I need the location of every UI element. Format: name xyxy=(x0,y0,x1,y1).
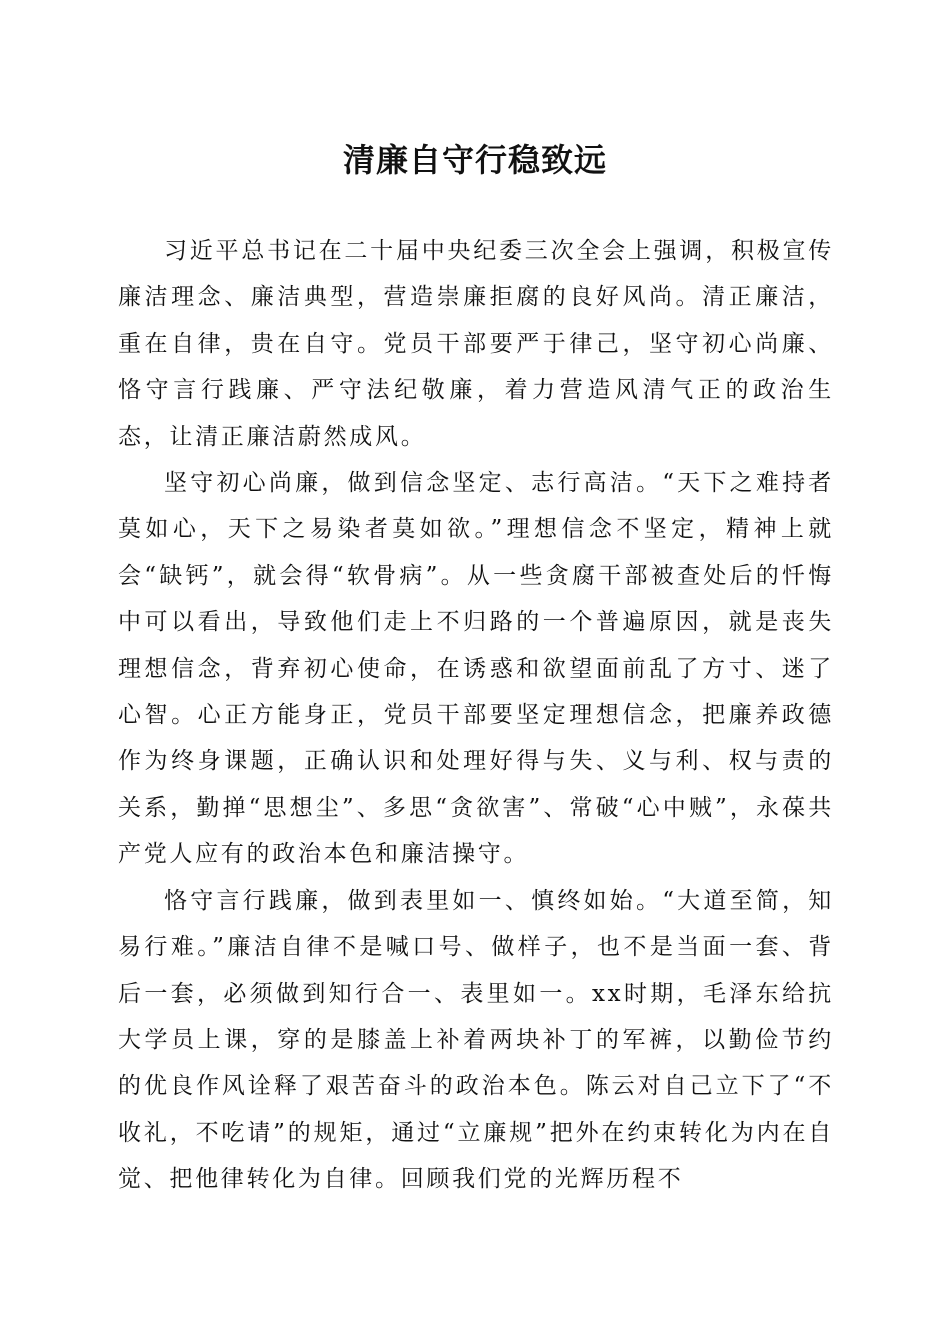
document-body xyxy=(118,228,834,1203)
paragraph-1: 习近平总书记在二十届中央纪委三次全会上强调，积极宣传廉洁理念、廉洁典型，营造崇廉拒腐的良好风尚。清正廉洁，重在自律，贵在自守。党员干部要严于律己，坚守初心尚廉、恪守言行践廉、严守法纪敬廉，着力营造风清气正的政治生态，让清正廉洁蔚然成风。 xyxy=(118,238,834,450)
document-title: 清廉自守行稳致远 xyxy=(342,141,607,179)
paragraph-2: 坚守初心尚廉，做到信念坚定、志行高洁。“天下之难持者莫如心，天下之易染者莫如欲。”理想信念不坚定，精神上就会“缺钙”，就会得“软骨病”。从一些贪腐干部被查处后的忏悔中可以看出，导致他们走上不归路的一个普遍原因，就是丧失理想信念，背弃初心使命，在诱惑和欲望面前乱了方寸、迷了心智。心正方能身正，党员干部要坚定理想信念，把廉养政德作为终身课题，正确认识和处理好得与失、义与利、权与责的关系，勤掸“思想尘”、多思“贪欲害”、常破“心中贼”，永葆共产党人应有的政治本色和廉洁操守。 xyxy=(118,470,834,868)
paragraph-3: 恪守言行践廉，做到表里如一、慎终如始。“大道至简，知易行难。”廉洁自律不是喊口号、做样子，也不是当面一套、背后一套，必须做到知行合一、表里如一。xx时期，毛泽东给抗大学员上课，穿的是膝盖上补着两块补丁的军裤，以勤俭节约的优良作风诠释了艰苦奋斗的政治本色。陈云对自己立下了“不收礼，不吃请”的规矩，通过“立廉规”把外在约束转化为内在自觉、把他律转化为自律。回顾我们党的光辉历程不 xyxy=(118,887,834,1193)
